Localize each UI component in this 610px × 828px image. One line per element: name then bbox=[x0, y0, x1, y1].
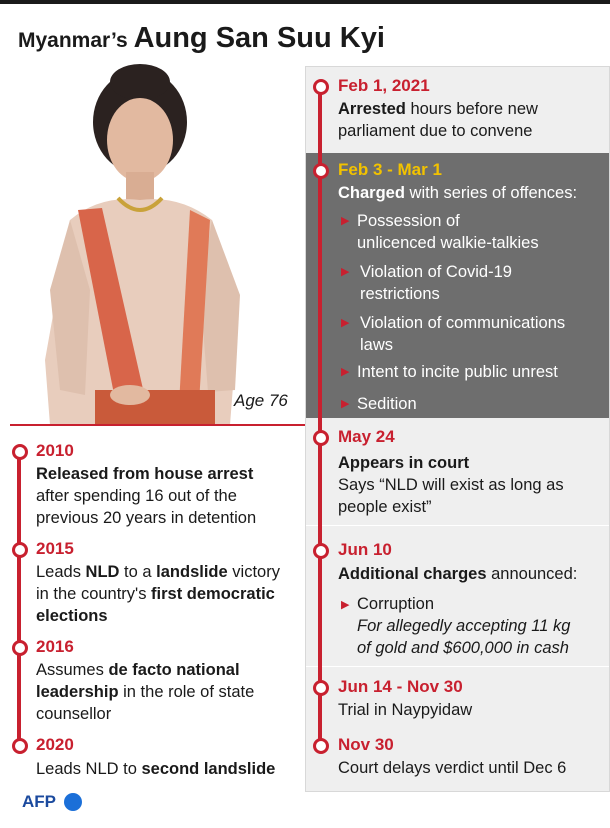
right-timeline-line bbox=[318, 84, 322, 746]
event-feb3-bold: Charged bbox=[338, 184, 405, 202]
charge-item bbox=[357, 393, 602, 415]
date-jun14: Jun 14 - Nov 30 bbox=[338, 677, 463, 696]
portrait-divider bbox=[10, 424, 307, 426]
event-text: after spending 16 out of the bbox=[36, 487, 237, 505]
event-2015 bbox=[36, 561, 306, 627]
year-2010: 2010 bbox=[36, 441, 74, 460]
timeline-dot-jun10 bbox=[313, 543, 329, 559]
portrait-image bbox=[40, 60, 290, 425]
event-feb3 bbox=[338, 182, 603, 204]
event-text: de facto national bbox=[108, 661, 240, 679]
event-text: NLD bbox=[85, 563, 120, 581]
event-text: Assumes bbox=[36, 661, 109, 679]
charge-line: Intent to incite public unrest bbox=[357, 363, 558, 381]
event-text: Leads bbox=[36, 563, 86, 581]
top-rule bbox=[0, 0, 610, 4]
afp-logo-circle-icon bbox=[64, 793, 82, 811]
event-2020 bbox=[36, 758, 306, 780]
event-text: Leads NLD to bbox=[36, 760, 142, 778]
event-text: leadership bbox=[36, 683, 119, 701]
event-line bbox=[36, 507, 306, 529]
page-title bbox=[18, 22, 385, 55]
bullet-arrow-icon: ▶ bbox=[341, 366, 350, 378]
date-feb3: Feb 3 - Mar 1 bbox=[338, 160, 442, 179]
timeline-dot-may24 bbox=[313, 430, 329, 446]
charge-line: Violation of Covid-19 bbox=[360, 263, 512, 281]
bullet-arrow-icon: ▶ bbox=[341, 266, 350, 278]
charge-detail: For allegedly accepting 11 kg bbox=[357, 617, 571, 635]
year-2015: 2015 bbox=[36, 539, 74, 558]
charge-line: Violation of communications bbox=[360, 314, 566, 332]
bullet-arrow-icon: ▶ bbox=[341, 398, 350, 410]
event-feb1-line2: parliament due to convene bbox=[338, 122, 533, 140]
event-line bbox=[36, 561, 306, 583]
event-may24-quote: people exist” bbox=[338, 498, 432, 516]
year-2020: 2020 bbox=[36, 735, 74, 754]
date-may24: May 24 bbox=[338, 427, 395, 446]
event-jun14: Trial in Naypyidaw bbox=[338, 701, 473, 719]
event-text: in the country's bbox=[36, 585, 152, 603]
event-text: previous 20 years in detention bbox=[36, 509, 257, 527]
charge-item bbox=[357, 593, 602, 659]
event-text: first democratic bbox=[151, 585, 275, 603]
timeline-dot-2016 bbox=[12, 640, 28, 656]
event-2010 bbox=[36, 463, 306, 529]
timeline-dot-2015 bbox=[12, 542, 28, 558]
timeline-dot-jun14 bbox=[313, 680, 329, 696]
charge-line: Sedition bbox=[357, 395, 417, 413]
timeline-dot-feb3 bbox=[313, 163, 329, 179]
event-text: in the role of state bbox=[118, 683, 255, 701]
charge-line: unlicenced walkie-talkies bbox=[357, 234, 539, 252]
event-line bbox=[36, 485, 306, 507]
event-text: to a bbox=[119, 563, 157, 581]
event-line bbox=[36, 659, 306, 681]
event-text: landslide bbox=[156, 563, 228, 581]
bullet-arrow-icon: ▶ bbox=[341, 215, 350, 227]
event-line bbox=[36, 463, 306, 485]
event-feb1-rest: hours before new bbox=[405, 100, 538, 118]
charge-line: laws bbox=[360, 336, 394, 354]
bullet-arrow-icon: ▶ bbox=[341, 599, 350, 611]
section-divider bbox=[306, 666, 609, 667]
charge-detail: of gold and $600,000 in cash bbox=[357, 639, 569, 657]
event-jun10 bbox=[338, 563, 603, 585]
bullet-arrow-icon: ▶ bbox=[341, 317, 350, 329]
event-feb1 bbox=[338, 98, 603, 142]
year-2016: 2016 bbox=[36, 637, 74, 656]
event-line bbox=[36, 703, 306, 725]
event-may24-quote: Says “NLD will exist as long as bbox=[338, 476, 564, 494]
event-feb3-rest: with series of offences: bbox=[404, 184, 578, 202]
date-nov30: Nov 30 bbox=[338, 735, 394, 754]
title-prefix: Myanmar’s bbox=[18, 29, 128, 52]
left-timeline-line bbox=[17, 449, 21, 744]
timeline-dot-2010 bbox=[12, 444, 28, 460]
timeline-dot-nov30 bbox=[313, 738, 329, 754]
timeline-dot-feb1 bbox=[313, 79, 329, 95]
event-nov30: Court delays verdict until Dec 6 bbox=[338, 759, 567, 777]
charge-item bbox=[360, 312, 605, 356]
event-text: counsellor bbox=[36, 705, 112, 723]
section-divider bbox=[306, 525, 609, 526]
date-feb1: Feb 1, 2021 bbox=[338, 76, 430, 95]
title-name: Aung San Suu Kyi bbox=[133, 22, 385, 54]
event-text: victory bbox=[227, 563, 280, 581]
event-text: Released from house arrest bbox=[36, 465, 254, 483]
event-may24 bbox=[338, 452, 603, 518]
event-line bbox=[36, 758, 306, 780]
event-may24-bold: Appears in court bbox=[338, 454, 470, 472]
event-jun10-rest: announced: bbox=[486, 565, 578, 583]
event-line bbox=[36, 681, 306, 703]
timeline-dot-2020 bbox=[12, 738, 28, 754]
event-line bbox=[36, 583, 306, 605]
event-text: elections bbox=[36, 607, 108, 625]
date-jun10: Jun 10 bbox=[338, 540, 392, 559]
charge-item bbox=[360, 261, 605, 305]
charge-line: restrictions bbox=[360, 285, 440, 303]
event-jun10-bold: Additional charges bbox=[338, 565, 487, 583]
charge-item bbox=[357, 361, 602, 383]
event-line bbox=[36, 605, 306, 627]
event-feb1-bold: Arrested bbox=[338, 100, 406, 118]
event-2016 bbox=[36, 659, 306, 725]
charge-corruption: Corruption bbox=[357, 595, 435, 613]
event-text: second landslide bbox=[141, 760, 276, 778]
afp-logo: AFP bbox=[22, 792, 56, 811]
charge-line: Possession of bbox=[357, 212, 460, 230]
age-label: Age 76 bbox=[234, 391, 288, 410]
charge-item bbox=[357, 210, 602, 254]
